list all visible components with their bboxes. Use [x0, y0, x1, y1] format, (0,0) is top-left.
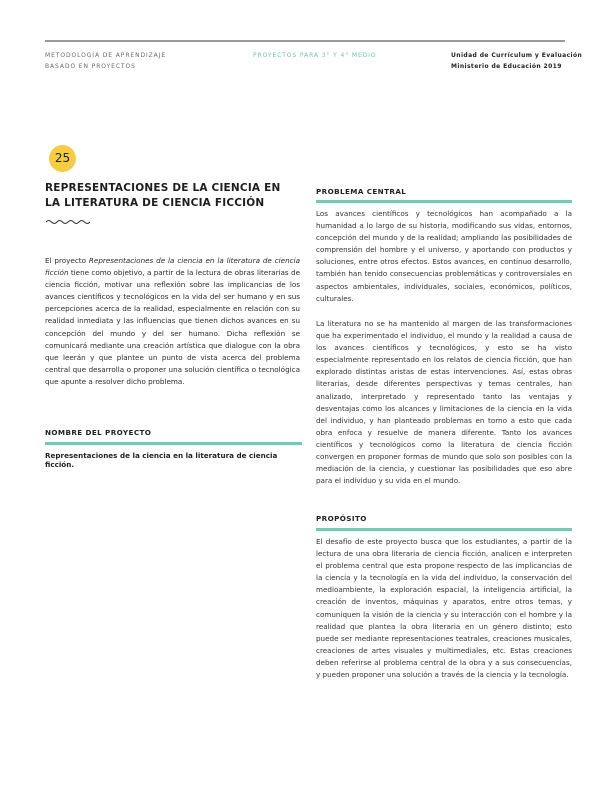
project-name-text: Representaciones de la ciencia en la literatura de ciencia ficción.	[45, 451, 278, 469]
section-label-proposito: PROPÓSITO	[316, 514, 367, 523]
section-label-problema: PROBLEMA CENTRAL	[316, 187, 407, 196]
wave-divider-icon	[46, 218, 90, 226]
proposito-paragraph: El desafío de este proyecto busca que los estudiantes, a partir de la lectura de una obra literaria de ciencia ficción, analicen e interpreten el problema central que esta propone respecto de las implicancias de la ciencia y la tecnología en la vida del individuo, la conservación del medioambiente, la exploración espacial, la inteligencia artificial, la creación de inventos, máquinas y aparatos, entre otros temas, y comuniquen la visión de la ciencia y su interacción con el hombre y la realidad que plantea la obra literaria en un género distinto; esto puede ser mediante representaciones teatrales, creaciones musicales, creaciones de artes visuales y multimediales, etc. Estas creaciones deben referirse al problema central de la obra y a sus consecuencias, y pueden proponer una solución a través de la ciencia y la tecnología.	[316, 537, 572, 680]
header-series	[45, 50, 166, 72]
section-label-nombre: NOMBRE DEL PROYECTO	[45, 428, 152, 437]
section-rule-nombre	[45, 442, 302, 445]
intro-body: tiene como objetivo, a partir de la lectura de obras literarias de ciencia ficción, motivar una reflexión sobre las implicancias de los avances científicos y tecnológicos en la vida del ser humano y en sus percepciones acerca de la realidad, especialmente en relación con su realidad inmediata y las influencias que tienen dichos avances en su concepción del mundo y del ser humano. Dicha reflexión se comunicará mediante una creación artística que dialogue con la obra que leerán y que plantee un punto de vista acerca del problema central que desarrolla o proponer una solución científica o tecnológica que apunte a resolver dicho problema.	[45, 268, 300, 386]
intro-prefix: El proyecto	[45, 256, 89, 265]
header-rule	[45, 40, 565, 42]
header-publisher-ministry: Ministerio de Educación 2019	[451, 63, 562, 70]
intro-project-title: Representaciones de la ciencia en la literatura de ciencia ficción	[45, 256, 301, 278]
header-series-line2: BASADO EN PROYECTOS	[45, 63, 136, 70]
project-title: REPRESENTACIONES DE LA CIENCIA EN LA LITERATURA DE CIENCIA FICCIÓN	[45, 182, 281, 209]
project-number-badge: 25	[49, 145, 76, 172]
section-rule-problema	[316, 200, 572, 203]
section-rule-proposito	[316, 528, 572, 531]
problema-paragraph-1: Los avances científicos y tecnológicos han acompañado a la humanidad a lo largo de su historia, modificando sus vidas, entornos, concepción del mundo y de la realidad; ampliando las posibilidades de comprensión del hombre y el universo, y aportando con productos y soluciones, entre otros efectos. Estos avances, en continuo desarrollo, también han tenido consecuencias problemáticas y controversiales en aspectos ambientales, individuales, sociales, económicos, políticos, culturales.	[316, 209, 572, 303]
header-publisher-unit: Unidad de Currículum y Evaluación	[451, 52, 583, 59]
header-level: PROYECTOS PARA 3° Y 4° MEDIO	[253, 52, 377, 59]
header-publisher	[451, 50, 582, 72]
project-intro	[45, 255, 300, 388]
header-series-line1: METODOLOGÍA DE APRENDIZAJE	[45, 52, 167, 59]
problema-paragraph-2: La literatura no se ha mantenido al margen de las transformaciones que ha experimentado el individuo, el mundo y la realidad a causa de los avances científicos y tecnológicos, y esto se ha visto especialmente representado en los relatos de ciencia ficción, que han explorado distintas aristas de estas intervenciones. Así, estas obras literarias, desde diferentes perspectivas y temas centrales, han analizado, interpretado y representado tanto las ventajas y desventajas como los alcances y limitaciones de la ciencia en la vida del individuo, y han planteado problemas en torno a esto que cada obra enfoca y resuelve de manera diferente. Tanto los avances científicos y tecnológicos como la literatura de ciencia ficción convergen en proponer formas de mundo que solo son posibles con la mediación de la ciencia, y cuestionar las posibilidades que eso abre para el individuo y su vida en el mundo.	[316, 319, 572, 486]
